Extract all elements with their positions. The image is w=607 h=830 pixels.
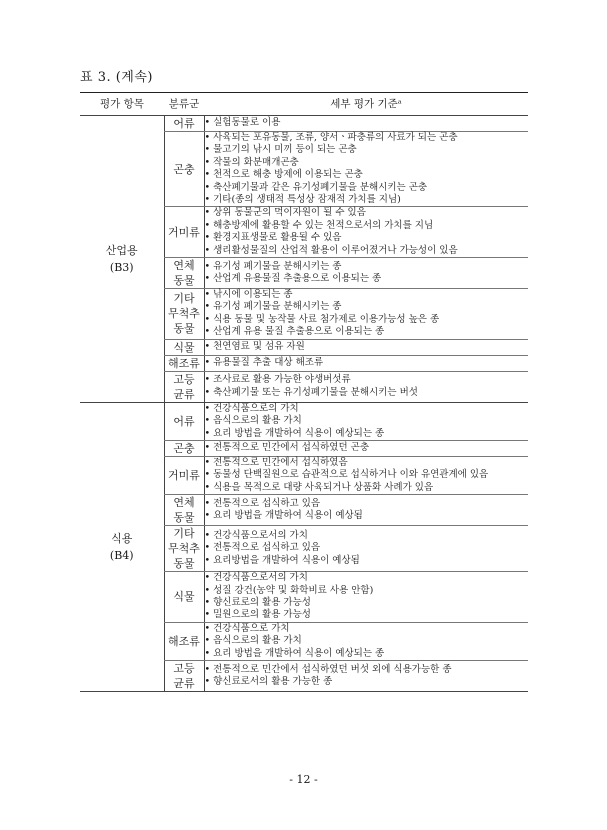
taxon-cell — [164, 258, 204, 289]
taxon-cell — [164, 339, 204, 355]
criteria-item: • 천연염료 및 섬유 자원 — [205, 341, 529, 353]
criteria-item: • 밀원으로의 활용 가능성 — [205, 609, 529, 621]
criteria-item: • 전통적으로 민간에서 섭식하였던 버섯 외에 식용가능한 종 — [205, 664, 529, 676]
taxon-cell — [164, 207, 204, 258]
criteria-item: • 요리 방법을 개발하여 식용이 예상되는 종 — [205, 428, 529, 440]
criteria-item: • 요리방법을 개발하여 식용이 예상됨 — [205, 555, 529, 567]
criteria-list — [205, 623, 529, 660]
header-criteria: 세부 평가 기준ᵃ — [204, 93, 528, 116]
criteria-cell — [204, 440, 528, 456]
taxon-label: 무척추 — [168, 307, 200, 321]
evaluation-item-cell — [80, 402, 164, 691]
criteria-item: • 향신료로서의 활용 가능한 종 — [205, 676, 529, 688]
criteria-item: • 음식으로의 활용 가치 — [205, 635, 529, 647]
criteria-list — [205, 374, 529, 399]
taxon-cell — [164, 132, 204, 207]
criteria-item: • 음식으로의 활용 가치 — [205, 415, 529, 427]
taxon-cell — [164, 402, 204, 440]
page-number: - 12 - — [289, 773, 318, 786]
criteria-list — [205, 341, 529, 353]
taxon-label: 해조류 — [168, 634, 200, 648]
taxon-cell — [164, 660, 204, 691]
criteria-item: • 축산폐기물 또는 유기성폐기물을 분해시키는 버섯 — [205, 387, 529, 399]
criteria-list — [205, 403, 529, 440]
criteria-cell — [204, 660, 528, 691]
criteria-item: • 물고기의 낚시 미끼 등이 되는 곤충 — [205, 144, 529, 156]
taxon-label: 연체 — [173, 259, 195, 273]
criteria-item: • 기타(종의 생태적 특성상 잠재적 가치를 지님) — [205, 194, 529, 206]
criteria-item: • 해충방제에 활용할 수 있는 천적으로서의 가치를 지님 — [205, 220, 529, 232]
criteria-cell — [204, 116, 528, 132]
criteria-list — [205, 664, 529, 689]
taxon-label: 곤충 — [173, 162, 195, 176]
table-caption: 표 3. (계속) — [80, 70, 153, 85]
criteria-cell — [204, 339, 528, 355]
evaluation-item-name: 식용 — [111, 531, 133, 545]
criteria-item: • 전통적으로 섭식하고 있음 — [205, 498, 529, 510]
criteria-item: • 상위 동물군의 먹이자원이 될 수 있음 — [205, 207, 529, 219]
criteria-item: • 식용을 목적으로 대량 사육되거나 상품화 사례가 있음 — [205, 482, 529, 494]
taxon-label: 기타 — [173, 292, 195, 306]
criteria-cell — [204, 289, 528, 340]
evaluation-item-name: 산업용 — [105, 243, 138, 257]
criteria-list — [205, 572, 529, 622]
criteria-cell — [204, 402, 528, 440]
criteria-list — [205, 207, 529, 257]
taxon-label: 거미류 — [168, 469, 200, 483]
criteria-item: • 축산폐기물과 같은 유기성폐기물을 분해시키는 곤충 — [205, 182, 529, 194]
taxon-label: 어류 — [173, 117, 195, 130]
criteria-item: • 요리 방법을 개발하여 식용이 예상됨 — [205, 510, 529, 522]
taxon-cell — [164, 371, 204, 402]
taxon-label: 식물 — [173, 340, 195, 354]
taxon-cell — [164, 526, 204, 572]
taxon-cell — [164, 456, 204, 494]
criteria-item: • 동물성 단백질원으로 습관적으로 섭식하거나 이와 유연관계에 있음 — [205, 469, 529, 481]
taxon-cell — [164, 116, 204, 132]
header-evaluation-item: 평가 항목 — [80, 93, 164, 116]
criteria-item: • 환경지표생물로 활용될 수 있음 — [205, 232, 529, 244]
criteria-cell — [204, 526, 528, 572]
criteria-item: • 유기성 폐기물을 분해시키는 종 — [205, 301, 529, 313]
taxon-cell — [164, 622, 204, 660]
criteria-list — [205, 261, 529, 286]
taxon-label: 식물 — [173, 590, 195, 604]
criteria-item: • 전통적으로 섭식하고 있음 — [205, 542, 529, 554]
criteria-item: • 전통적으로 민간에서 섭식하였음 — [205, 457, 529, 469]
criteria-cell — [204, 371, 528, 402]
criteria-cell — [204, 355, 528, 371]
taxon-label: 동물 — [173, 322, 195, 336]
taxon-label: 동물 — [173, 557, 195, 571]
criteria-list — [205, 442, 529, 454]
criteria-item: • 요리 방법을 개발하여 식용이 예상되는 종 — [205, 648, 529, 660]
evaluation-item-cell — [80, 116, 164, 403]
criteria-item: • 건강식품으로 가치 — [205, 623, 529, 635]
taxon-label: 동물 — [173, 511, 195, 525]
taxon-label: 거미류 — [168, 225, 200, 239]
taxon-label: 어류 — [173, 414, 195, 428]
criteria-list — [205, 530, 529, 567]
table-header-row — [80, 93, 528, 116]
taxon-label: 무척추 — [168, 542, 200, 556]
criteria-item: • 향신료로의 활용 가능성 — [205, 597, 529, 609]
criteria-list — [205, 457, 529, 494]
criteria-cell — [204, 572, 528, 623]
taxon-cell — [164, 572, 204, 623]
criteria-item: • 전통적으로 민간에서 섭식하였던 곤충 — [205, 442, 529, 454]
criteria-item: • 산업계 유용 물질 추출용으로 이용되는 종 — [205, 326, 529, 338]
criteria-item: • 유용물질 추출 대상 해조류 — [205, 357, 529, 369]
criteria-cell — [204, 456, 528, 494]
criteria-list — [205, 117, 529, 129]
criteria-cell — [204, 132, 528, 207]
taxon-label: 해조류 — [168, 356, 200, 370]
taxon-label: 고등 — [173, 661, 195, 675]
criteria-item: • 성질 강건(농약 및 화학비료 사용 안함) — [205, 585, 529, 597]
taxon-label: 기타 — [173, 527, 195, 541]
criteria-list — [205, 289, 529, 339]
taxon-cell — [164, 440, 204, 456]
criteria-cell — [204, 495, 528, 526]
criteria-list — [205, 132, 529, 206]
criteria-item: • 생리활성물질의 산업적 활용이 이루어졌거나 가능성이 있음 — [205, 245, 529, 257]
criteria-item: • 건강식품으로서의 가치 — [205, 572, 529, 584]
taxon-cell — [164, 355, 204, 371]
taxon-label: 균류 — [173, 387, 195, 401]
criteria-item: • 건강식품으로의 가치 — [205, 403, 529, 415]
criteria-item: • 천적으로 해충 방제에 이용되는 곤충 — [205, 169, 529, 181]
criteria-item: • 유기성 폐기물을 분해시키는 종 — [205, 261, 529, 273]
criteria-cell — [204, 258, 528, 289]
criteria-item: • 건강식품으로서의 가치 — [205, 530, 529, 542]
header-taxon: 분류군 — [164, 93, 204, 116]
criteria-item: • 산업계 유용물질 추출용으로 이용되는 종 — [205, 273, 529, 285]
criteria-item: • 식용 동물 및 농작물 사료 첨가제로 이용가능성 높은 종 — [205, 314, 529, 326]
evaluation-criteria-table — [80, 92, 528, 692]
criteria-cell — [204, 622, 528, 660]
criteria-item: • 조사료로 활용 가능한 야생버섯류 — [205, 374, 529, 386]
criteria-item: • 낚시에 이용되는 종 — [205, 289, 529, 301]
criteria-item: • 작물의 화분매개곤충 — [205, 157, 529, 169]
evaluation-item-code: (B4) — [109, 548, 134, 562]
taxon-cell — [164, 289, 204, 340]
taxon-label: 연체 — [173, 496, 195, 510]
taxon-label: 균류 — [173, 676, 195, 690]
evaluation-item-code: (B3) — [109, 260, 134, 274]
criteria-cell — [204, 207, 528, 258]
taxon-cell — [164, 495, 204, 526]
criteria-item: • 사육되는 포유동물, 조류, 양서ㆍ파충류의 사료가 되는 곤충 — [205, 132, 529, 144]
criteria-list — [205, 357, 529, 369]
taxon-label: 동물 — [173, 274, 195, 288]
taxon-label: 곤충 — [173, 441, 195, 455]
taxon-label: 고등 — [173, 372, 195, 386]
table-row — [80, 116, 528, 132]
criteria-list — [205, 498, 529, 523]
table-row — [80, 402, 528, 440]
criteria-item: • 실험동물로 이용 — [205, 117, 529, 129]
